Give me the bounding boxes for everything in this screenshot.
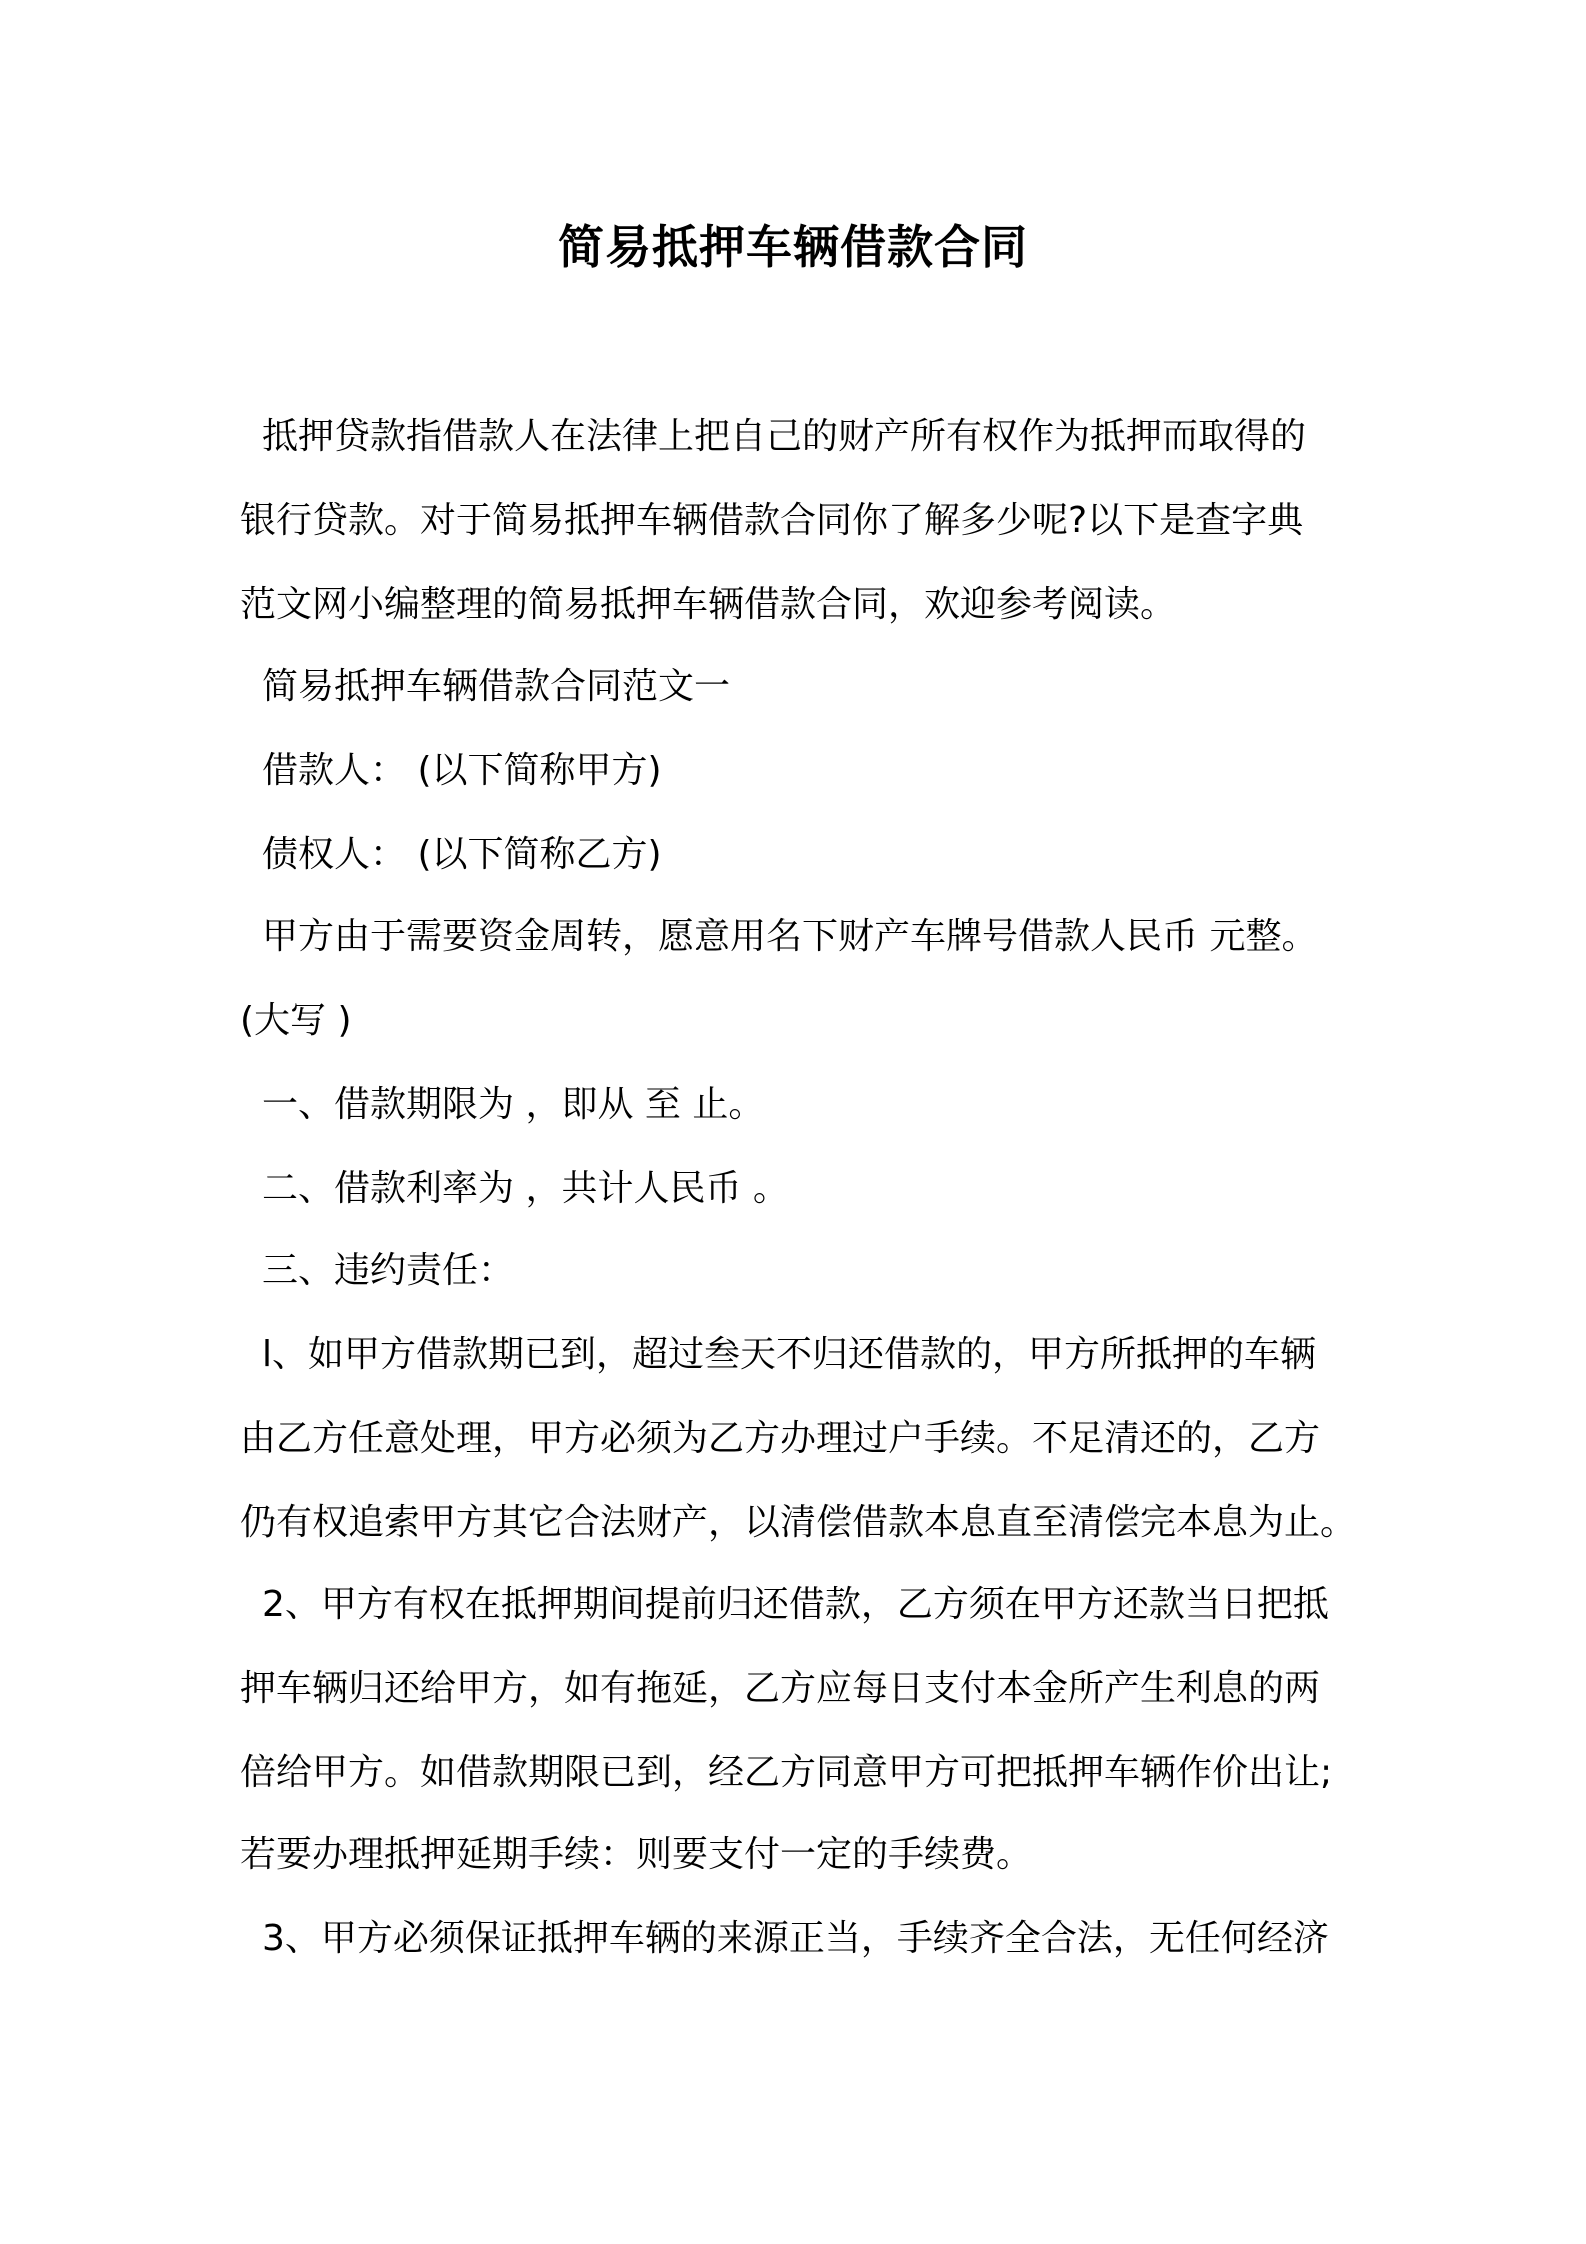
body-line: 银行贷款。对于简易抵押车辆借款合同你了解多少呢?以下是查字典 [240,500,1304,541]
clause-line: 由乙方任意处理，甲方必须为乙方办理过户手续。不足清还的，乙方 [240,1418,1321,1459]
borrower-line: 借款人： (以下简称甲方) [262,750,662,791]
clause-line: 3、甲方必须保证抵押车辆的来源正当，手续齐全合法，无任何经济 [262,1918,1329,1959]
body-line: 抵押贷款指借款人在法律上把自己的财产所有权作为抵押而取得的 [262,416,1307,457]
clause-line: 仍有权追索甲方其它合法财产，以清偿借款本息直至清偿完本息为止。 [240,1502,1357,1543]
clause-line: 一、借款期限为 ，即从 至 止。 [262,1084,765,1125]
body-line: 范文网小编整理的简易抵押车辆借款合同，欢迎参考阅读。 [240,584,1177,625]
section-heading: 简易抵押车辆借款合同范文一 [262,666,731,707]
clause-line: l、如甲方借款期已到，超过叁天不归还借款的，甲方所抵押的车辆 [262,1334,1317,1375]
body-line: (大写 ) [240,1000,352,1041]
clause-line: 若要办理抵押延期手续：则要支付一定的手续费。 [240,1834,1033,1875]
creditor-line: 债权人： (以下简称乙方) [262,834,662,875]
body-line: 甲方由于需要资金周转，愿意用名下财产车牌号借款人民币 元整。 [262,916,1318,957]
clause-line: 三、违约责任： [262,1250,515,1291]
document-title: 简易抵押车辆借款合同 [558,220,1028,274]
clause-line: 2、甲方有权在抵押期间提前归还借款，乙方须在甲方还款当日把抵 [262,1584,1329,1625]
clause-line: 二、借款利率为 ，共计人民币 。 [262,1168,789,1209]
clause-line: 倍给甲方。如借款期限已到，经乙方同意甲方可把抵押车辆作价出让; [240,1752,1333,1793]
clause-line: 押车辆归还给甲方，如有拖延，乙方应每日支付本金所产生利息的两 [240,1668,1321,1709]
